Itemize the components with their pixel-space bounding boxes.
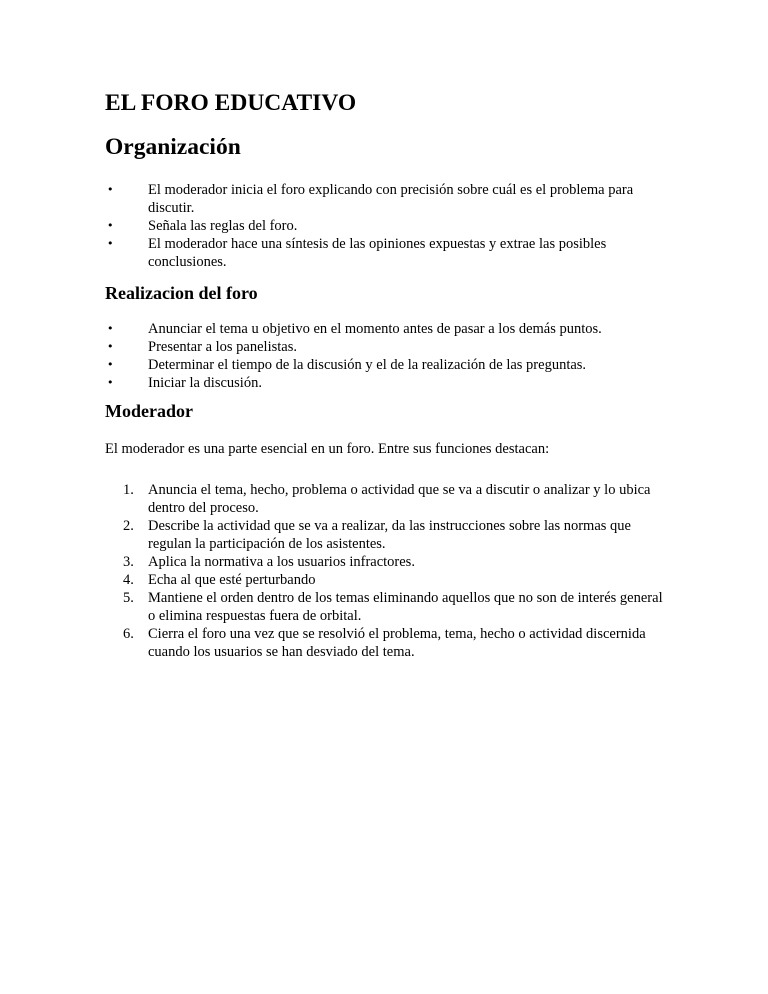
item-text: Mantiene el orden dentro de los temas eliminando aquellos que no son de interés general o elimina respuestas fuera de orbital. <box>148 590 663 624</box>
heading-moderador: Moderador <box>105 401 193 421</box>
moderador-intro: El moderador es una parte esencial en un foro. Entre sus funciones destacan: <box>105 441 550 457</box>
list-item: • Presentar a los panelistas. <box>105 338 665 356</box>
realizacion-list <box>105 320 665 392</box>
item-number: 2. <box>123 518 134 534</box>
numbered-item <box>105 517 665 553</box>
item-number: 1. <box>123 482 134 498</box>
item-text: Echa al que esté perturbando <box>148 572 316 588</box>
item-text: Describe la actividad que se va a realizar, da las instrucciones sobre las normas que regulan la participación de los asistentes. <box>148 518 631 552</box>
moderador-list <box>105 481 665 661</box>
item-text: Cierra el foro una vez que se resolvió el problema, tema, hecho o actividad discernida cuando los usuarios se han desviado del tema. <box>148 626 646 660</box>
item-text: Aplica la normativa a los usuarios infractores. <box>148 554 415 570</box>
heading-organizacion: Organización <box>105 134 241 160</box>
list-item: • Determinar el tiempo de la discusión y el de la realización de las preguntas. <box>105 356 665 374</box>
list-item: • Iniciar la discusión. <box>105 374 665 392</box>
item-text: Anuncia el tema, hecho, problema o actividad que se va a discutir o analizar y lo ubica dentro del proceso. <box>148 482 651 516</box>
heading-realizacion: Realizacion del foro <box>105 283 258 303</box>
numbered-item <box>105 481 665 517</box>
list-item: • Señala las reglas del foro. <box>105 217 665 235</box>
item-number: 5. <box>123 590 134 606</box>
numbered-item <box>105 553 665 571</box>
numbered-item <box>105 625 665 661</box>
item-number: 3. <box>123 554 134 570</box>
list-item: • Anunciar el tema u objetivo en el momento antes de pasar a los demás puntos. <box>105 320 665 338</box>
item-number: 4. <box>123 572 134 588</box>
organizacion-list <box>105 181 665 271</box>
document-title: EL FORO EDUCATIVO <box>105 90 357 116</box>
list-item: • El moderador hace una síntesis de las opiniones expuestas y extrae las posibles conclusiones. <box>105 235 665 271</box>
numbered-item <box>105 589 665 625</box>
document-page <box>105 88 665 660</box>
numbered-item <box>105 571 665 589</box>
list-item: • El moderador inicia el foro explicando con precisión sobre cuál es el problema para discutir. <box>105 181 665 217</box>
item-number: 6. <box>123 626 134 642</box>
